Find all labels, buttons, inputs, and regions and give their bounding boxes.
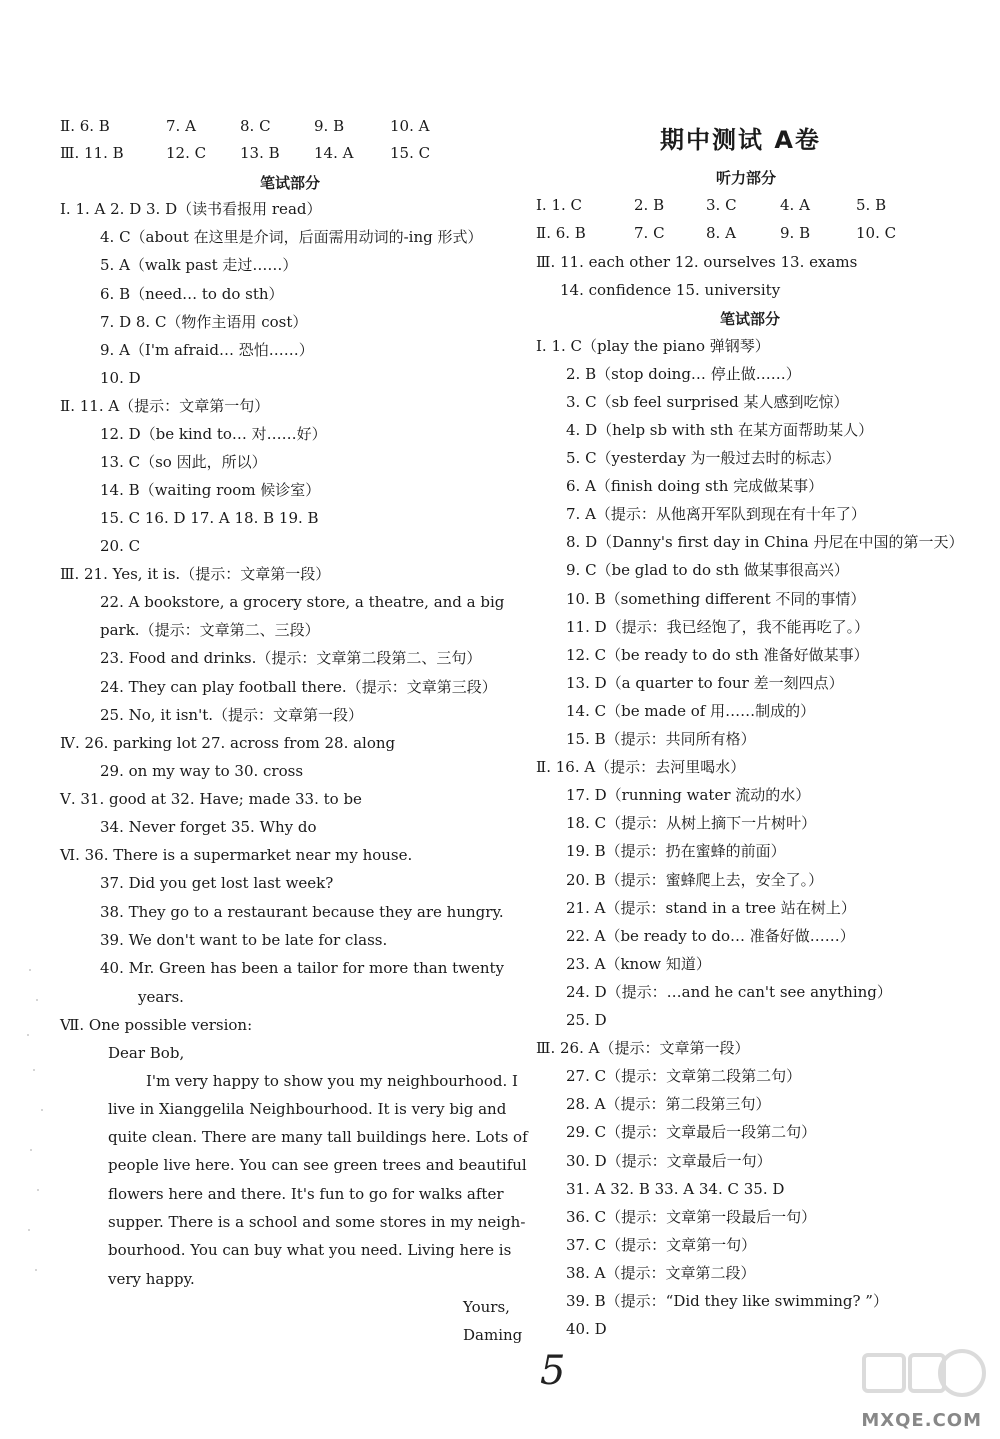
section-title-written: 笔试部分 xyxy=(260,174,321,192)
answer-line: 12. C（be ready to do sth 准备好做某事） xyxy=(566,646,869,664)
answer-line: park.（提示：文章第二、三段） xyxy=(100,621,320,639)
answer-item: 10. C xyxy=(856,224,897,242)
answer-item: 12. C xyxy=(166,144,207,162)
answer-line: 30. D（提示：文章最后一句） xyxy=(566,1152,772,1170)
answer-line: 25. No, it isn't.（提示：文章第一段） xyxy=(100,706,363,724)
answer-line: 36. C（提示：文章第一段最后一句） xyxy=(566,1208,817,1226)
answer-line: 15. C 16. D 17. A 18. B 19. B xyxy=(100,509,319,527)
answer-line: 40. D xyxy=(566,1320,607,1338)
answer-item: 9. B xyxy=(314,117,345,135)
answer-item: 2. B xyxy=(634,196,665,214)
answer-line: Ⅲ. 11. each other 12. ourselves 13. exams xyxy=(536,253,858,271)
page-title: 期中测试 A卷 xyxy=(660,126,821,154)
answer-line: 23. Food and drinks.（提示：文章第二段第二、三句） xyxy=(100,649,482,667)
letter-body-line: very happy. xyxy=(108,1270,195,1288)
answer-item: Ⅰ. 1. C xyxy=(536,196,583,214)
answer-line: 27. C（提示：文章第二段第二句） xyxy=(566,1067,802,1085)
answer-line: 24. D（提示：…and he can't see anything） xyxy=(566,983,892,1001)
answer-line: Ⅵ. 36. There is a supermarket near my house. xyxy=(60,846,413,864)
answer-line: 4. C（about 在这里是介词，后面需用动词的-ing 形式） xyxy=(100,228,483,246)
answer-item: Ⅱ. 6. B xyxy=(60,117,110,135)
section-title-written: 笔试部分 xyxy=(720,310,781,328)
answer-line: 8. D（Danny's first day in China 丹尼在中国的第一天） xyxy=(566,533,964,551)
answer-line: Ⅱ. 16. A（提示：去河里喝水） xyxy=(536,758,746,776)
answer-line: 5. C（yesterday 为一般过去时的标志） xyxy=(566,449,841,467)
answer-item: 13. B xyxy=(240,144,280,162)
scan-noise xyxy=(22,960,52,1290)
answer-line: Ⅰ. 1. C（play the piano 弹钢琴） xyxy=(536,337,770,355)
answer-line: 11. D（提示：我已经饱了，我不能再吃了。） xyxy=(566,618,870,636)
answer-line: 20. C xyxy=(100,537,141,555)
page-number: 5 xyxy=(540,1348,566,1394)
answer-line: 14. confidence 15. university xyxy=(560,281,781,299)
answer-item: Ⅲ. 11. B xyxy=(60,144,124,162)
answer-line: 29. on my way to 30. cross xyxy=(100,762,304,780)
answer-line: 38. A（提示：文章第二段） xyxy=(566,1264,756,1282)
answer-line: 18. C（提示：从树上摘下一片树叶） xyxy=(566,814,817,832)
answer-item: 7. C xyxy=(634,224,665,242)
answer-line: Ⅶ. One possible version: xyxy=(60,1016,253,1034)
answer-line: 28. A（提示：第二段第三句） xyxy=(566,1095,771,1113)
answer-item: 14. A xyxy=(314,144,354,162)
answer-line: 12. D（be kind to… 对……好） xyxy=(100,425,327,443)
answer-item: 7. A xyxy=(166,117,196,135)
answer-line: 40. Mr. Green has been a tailor for more than twenty xyxy=(100,959,505,977)
letter-body-line: quite clean. There are many tall buildings here. Lots of xyxy=(108,1128,528,1146)
answer-item: 15. C xyxy=(390,144,431,162)
answer-item: 10. A xyxy=(390,117,430,135)
answer-line: 29. C（提示：文章最后一段第二句） xyxy=(566,1123,817,1141)
answer-line: 19. B（提示：扔在蜜蜂的前面） xyxy=(566,842,786,860)
watermark-url: MXQE.COM xyxy=(861,1410,982,1431)
answer-line: 20. B（提示：蜜蜂爬上去，安全了。） xyxy=(566,871,824,889)
answer-line: 37. Did you get lost last week? xyxy=(100,874,334,892)
answer-line: 22. A bookstore, a grocery store, a theatre, and a big xyxy=(100,593,505,611)
answer-line: 17. D（running water 流动的水） xyxy=(566,786,811,804)
answer-line: 10. D xyxy=(100,369,141,387)
answer-line: 14. B（waiting room 候诊室） xyxy=(100,481,321,499)
answer-line: 4. D（help sb with sth 在某方面帮助某人） xyxy=(566,421,874,439)
letter-body-line: bourhood. You can buy what you need. Living here is xyxy=(108,1241,512,1259)
answer-line: Ⅱ. 11. A（提示：文章第一句） xyxy=(60,397,270,415)
answer-line: 9. A（I'm afraid… 恐怕……） xyxy=(100,341,314,359)
answer-line: 13. C（so 因此，所以） xyxy=(100,453,267,471)
letter-body-line: flowers here and there. It's fun to go for walks after xyxy=(108,1185,504,1203)
answer-line: 9. C（be glad to do sth 做某事很高兴） xyxy=(566,561,849,579)
answer-line: Ⅲ. 21. Yes, it is.（提示：文章第一段） xyxy=(60,565,331,583)
answer-line: 7. D 8. C（物作主语用 cost） xyxy=(100,313,308,331)
answer-line: 37. C（提示：文章第一句） xyxy=(566,1236,757,1254)
answer-line: 38. They go to a restaurant because they are hungry. xyxy=(100,903,504,921)
answer-line: Ⅲ. 26. A（提示：文章第一段） xyxy=(536,1039,750,1057)
answer-line: Ⅳ. 26. parking lot 27. across from 28. along xyxy=(60,734,396,752)
section-title-listening: 听力部分 xyxy=(716,169,777,187)
answer-line: 39. We don't want to be late for class. xyxy=(100,931,388,949)
answer-line: 25. D xyxy=(566,1011,607,1029)
answer-item: 4. A xyxy=(780,196,810,214)
letter-body-line: live in Xianggelila Neighbourhood. It is very big and xyxy=(108,1100,507,1118)
answer-line: Ⅴ. 31. good at 32. Have; made 33. to be xyxy=(60,790,362,808)
letter-closing: Yours, xyxy=(463,1298,510,1316)
answer-line: 3. C（sb feel surprised 某人感到吃惊） xyxy=(566,393,849,411)
answer-line: 6. B（need… to do sth） xyxy=(100,285,284,303)
letter-body-line: supper. There is a school and some stores in my neigh- xyxy=(108,1213,526,1231)
answer-line: 31. A 32. B 33. A 34. C 35. D xyxy=(566,1180,785,1198)
answer-line: 22. A（be ready to do… 准备好做……） xyxy=(566,927,855,945)
answer-item: 5. B xyxy=(856,196,887,214)
answer-item: 8. C xyxy=(240,117,271,135)
answer-line: Ⅰ. 1. A 2. D 3. D（读书看报用 read） xyxy=(60,200,322,218)
answer-item: Ⅱ. 6. B xyxy=(536,224,586,242)
answer-line: 23. A（know 知道） xyxy=(566,955,711,973)
answer-line: 10. B（something different 不同的事情） xyxy=(566,590,866,608)
letter-salutation: Dear Bob, xyxy=(108,1044,185,1062)
answer-line: 6. A（finish doing sth 完成做某事） xyxy=(566,477,824,495)
letter-signature: Daming xyxy=(463,1326,523,1344)
letter-body-line: people live here. You can see green trees and beautiful xyxy=(108,1156,527,1174)
answer-item: 3. C xyxy=(706,196,737,214)
answer-item: 9. B xyxy=(780,224,811,242)
answer-line: 5. A（walk past 走过……） xyxy=(100,256,298,274)
answer-line: 24. They can play football there.（提示：文章第三段） xyxy=(100,678,497,696)
answer-line: 13. D（a quarter to four 差一刻四点） xyxy=(566,674,844,692)
answer-line: 39. B（提示：“Did they like swimming? ”） xyxy=(566,1292,888,1310)
answer-line: years. xyxy=(138,988,184,1006)
answer-line: 7. A（提示：从他离开军队到现在有十年了） xyxy=(566,505,866,523)
answer-item: 8. A xyxy=(706,224,736,242)
letter-body-line: I'm very happy to show you my neighbourhood. I xyxy=(146,1072,518,1090)
answer-line: 14. C（be made of 用……制成的） xyxy=(566,702,816,720)
answer-line: 21. A（提示：stand in a tree 站在树上） xyxy=(566,899,856,917)
answer-line: 15. B（提示：共同所有格） xyxy=(566,730,756,748)
answer-line: 34. Never forget 35. Why do xyxy=(100,818,317,836)
answer-line: 2. B（stop doing… 停止做……） xyxy=(566,365,801,383)
